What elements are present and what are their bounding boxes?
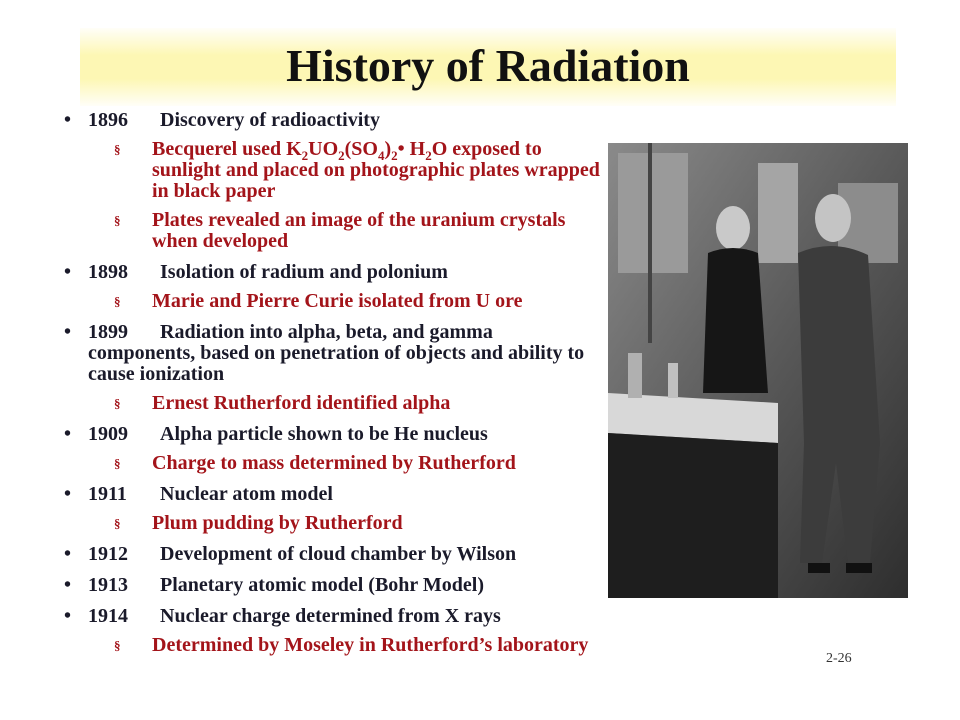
timeline-item <box>64 322 604 385</box>
item-text: Nuclear atom model <box>160 483 333 505</box>
slide-title: History of Radiation <box>286 40 690 91</box>
timeline-list <box>64 110 604 666</box>
section-marker-icon: § <box>114 213 121 228</box>
item-text: Planetary atomic model (Bohr Model) <box>160 574 485 596</box>
sub-item <box>64 291 604 312</box>
bullet-icon: • <box>64 543 72 565</box>
item-text: Isolation of radium and polonium <box>160 261 448 283</box>
bullet-icon: • <box>64 483 72 505</box>
item-year: 1898 <box>88 261 128 283</box>
item-text: Development of cloud chamber by Wilson <box>160 543 517 565</box>
item-text: Radiation into alpha, beta, and gamma components, based on penetration of objects and ability to cause ionization <box>88 321 585 385</box>
item-year: 1912 <box>88 543 128 565</box>
timeline-item <box>64 544 604 565</box>
section-marker-icon: § <box>114 456 121 471</box>
section-marker-icon: § <box>114 516 121 531</box>
item-year: 1896 <box>88 109 128 131</box>
sub-item-text: Charge to mass determined by Rutherford <box>152 452 516 474</box>
bullet-icon: • <box>64 321 72 343</box>
formula-text: Becquerel used $K_2UO_2(SO_4)_2•$ $H_2O$ exposed to sunlight and placed on photographic plates wrapped in black paper <box>152 138 600 202</box>
bullet-icon: • <box>64 605 72 627</box>
sub-item <box>64 139 604 202</box>
sub-item-text: Ernest Rutherford identified alpha <box>152 392 451 414</box>
section-marker-icon: § <box>114 294 121 309</box>
sub-item-text: Plates revealed an image of the uranium crystals when developed <box>152 209 566 252</box>
bullet-icon: • <box>64 423 72 445</box>
sub-item <box>64 635 604 656</box>
sub-item <box>64 453 604 474</box>
timeline-item <box>64 110 604 131</box>
section-marker-icon: § <box>114 142 121 157</box>
bullet-icon: • <box>64 574 72 596</box>
item-year: 1911 <box>88 483 127 505</box>
section-marker-icon: § <box>114 396 121 411</box>
item-year: 1914 <box>88 605 128 627</box>
bullet-icon: • <box>64 261 72 283</box>
item-text: Alpha particle shown to be He nucleus <box>160 423 488 445</box>
sub-item-text: Determined by Moseley in Rutherford’s laboratory <box>152 634 589 656</box>
bullet-icon: • <box>64 109 72 131</box>
sub-item <box>64 513 604 534</box>
timeline-item <box>64 262 604 283</box>
sub-item-text: Marie and Pierre Curie isolated from U ore <box>152 290 523 312</box>
sub-item <box>64 393 604 414</box>
sub-item <box>64 210 604 252</box>
item-year: 1913 <box>88 574 128 596</box>
item-text: Discovery of radioactivity <box>160 109 380 131</box>
item-text: Nuclear charge determined from X rays <box>160 605 501 627</box>
item-year: 1899 <box>88 321 128 343</box>
sub-item-text: Plum pudding by Rutherford <box>152 512 403 534</box>
timeline-item <box>64 484 604 505</box>
item-year: 1909 <box>88 423 128 445</box>
timeline-item <box>64 606 604 627</box>
timeline-item <box>64 575 604 596</box>
timeline-item <box>64 424 604 445</box>
slide-page-number: 2-26 <box>826 651 852 666</box>
curie-laboratory-photo <box>608 143 908 598</box>
section-marker-icon: § <box>114 638 121 653</box>
